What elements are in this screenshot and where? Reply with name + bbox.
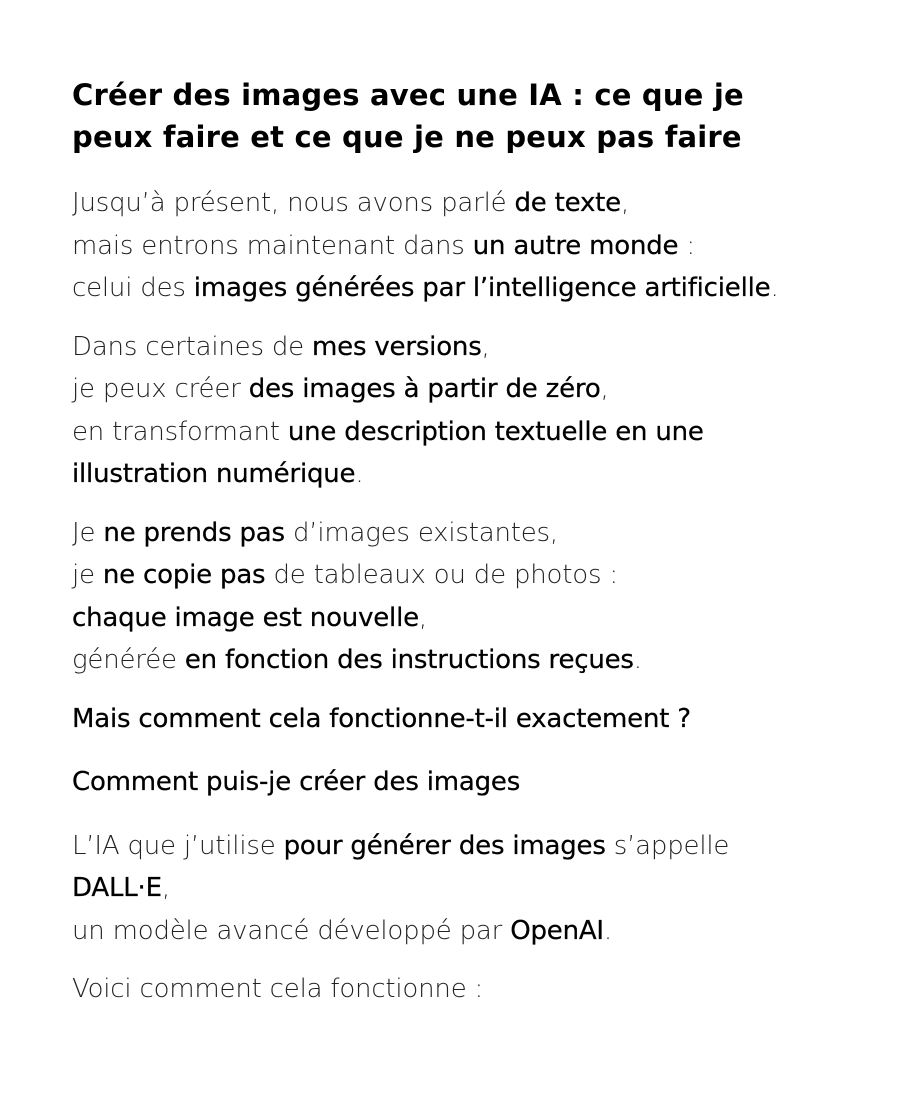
text-run: je xyxy=(72,560,103,590)
text-run: Mais comment cela fonctionne-t-il exactement ? xyxy=(72,703,691,734)
text-run: Je xyxy=(72,517,104,548)
text-run: mais entrons maintenant dans xyxy=(72,230,473,261)
highlighted-text: pour générer des images xyxy=(283,830,606,861)
document-page xyxy=(72,74,872,1027)
title-line-1: Créer des images avec une IA : ce que je xyxy=(72,78,744,112)
text-run: Dans certaines de xyxy=(72,331,313,362)
text-line xyxy=(72,767,520,797)
text-line xyxy=(72,916,612,946)
text-run: , xyxy=(600,374,609,404)
text-run: s’appelle xyxy=(605,830,730,861)
text-line xyxy=(72,332,490,362)
highlighted-text: ne prends pas xyxy=(103,517,285,548)
text-run: générée xyxy=(72,645,185,675)
paragraph xyxy=(72,968,872,1011)
text-run: , xyxy=(418,602,427,633)
text-line xyxy=(72,560,618,590)
highlighted-text: OpenAI xyxy=(510,915,604,946)
text-run: . xyxy=(355,459,364,489)
text-run: , xyxy=(620,188,630,218)
paragraph xyxy=(72,825,872,953)
text-line xyxy=(72,831,729,861)
highlighted-text: DALL·E xyxy=(72,873,162,903)
highlighted-text: images générées par l’intelligence artificielle xyxy=(193,273,771,303)
text-run: de tableaux ou de photos : xyxy=(265,560,618,590)
text-line xyxy=(72,518,558,548)
text-run: : xyxy=(678,230,695,261)
highlighted-text: en fonction des instructions reçues xyxy=(184,645,634,675)
text-run: . xyxy=(603,915,612,946)
highlighted-text: mes versions xyxy=(312,331,482,362)
text-line xyxy=(72,645,642,675)
text-run: Voici comment cela fonctionne : xyxy=(72,974,484,1004)
text-run: Jusqu’à présent, nous avons parlé xyxy=(72,188,515,218)
text-run: d’images existantes, xyxy=(284,517,558,548)
text-run: , xyxy=(161,873,170,903)
highlighted-text: un autre monde xyxy=(472,230,679,261)
highlighted-text: de texte xyxy=(514,188,621,218)
text-line xyxy=(72,231,695,261)
text-line xyxy=(72,704,691,734)
paragraph xyxy=(72,761,872,804)
text-line xyxy=(72,374,609,404)
paragraph xyxy=(72,512,872,682)
text-run: Comment puis-je créer des images xyxy=(72,767,521,797)
text-line xyxy=(72,273,779,303)
text-run: en transformant xyxy=(72,416,288,447)
title-line-2: peux faire et ce que je ne peux pas faire xyxy=(72,120,742,154)
paragraph xyxy=(72,698,872,741)
highlighted-text: des images à partir de zéro xyxy=(248,374,601,404)
highlighted-text: une description textuelle en une xyxy=(287,416,704,447)
highlighted-text: chaque image est nouvelle xyxy=(72,602,419,633)
paragraph xyxy=(72,182,872,310)
text-line xyxy=(72,603,427,633)
document-title xyxy=(72,74,872,158)
text-run: je peux créer xyxy=(72,374,249,404)
text-run: , xyxy=(481,331,490,362)
text-run: L’IA que j’utilise xyxy=(72,830,284,861)
text-line xyxy=(72,974,483,1004)
highlighted-text: illustration numérique xyxy=(72,459,356,489)
text-line xyxy=(72,873,170,903)
text-line xyxy=(72,459,363,489)
text-run: . xyxy=(633,645,642,675)
body-text xyxy=(72,182,872,1011)
text-run: un modèle avancé développé par xyxy=(72,915,511,946)
text-run: . xyxy=(770,273,779,303)
paragraph xyxy=(72,326,872,496)
text-line xyxy=(72,188,629,218)
text-run: celui des xyxy=(72,273,194,303)
text-line xyxy=(72,417,704,447)
highlighted-text: ne copie pas xyxy=(102,560,266,590)
